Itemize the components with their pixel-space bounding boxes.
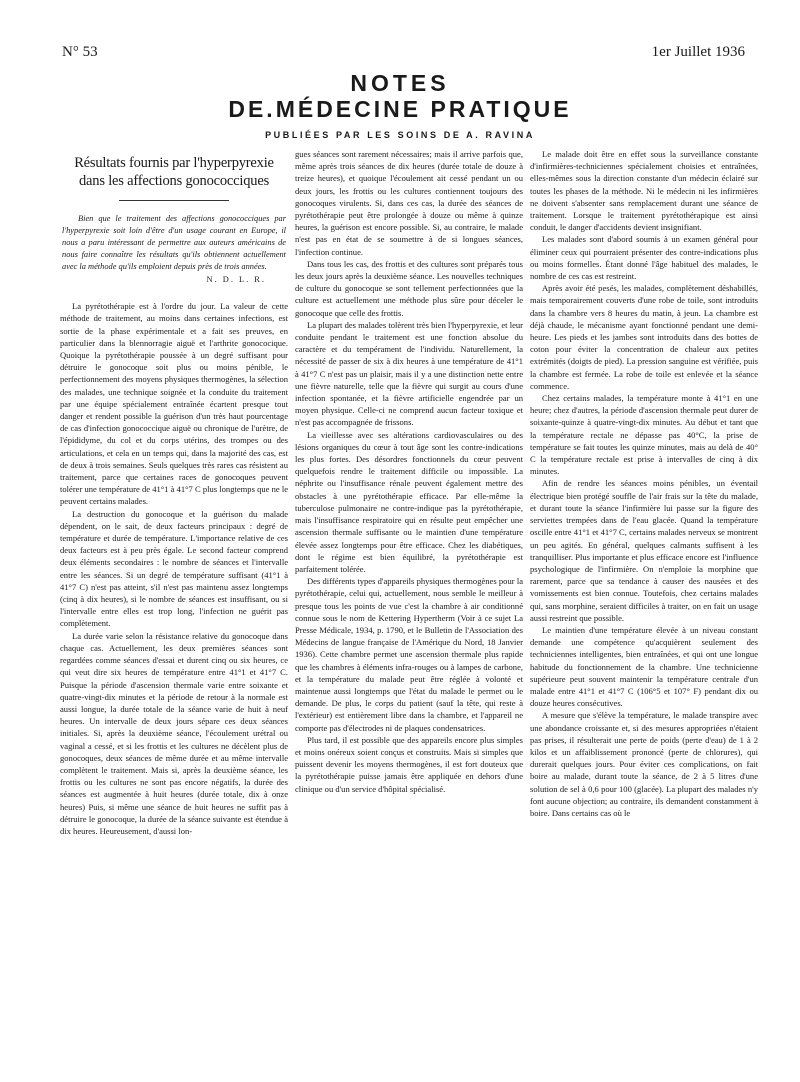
title-rule [119, 200, 229, 201]
paragraph: Les malades sont d'abord soumis à un examen général pour éliminer ceux qui pourraient présenter des contre-indications plus ou moins formelles. Étant donné l'âge habituel des malades, le nombre de ces cas est restreint. [530, 234, 758, 282]
issue-number: N° 53 [62, 44, 98, 60]
paragraph: La pyrétothérapie est à l'ordre du jour. La valeur de cette méthode de traitement, au moins dans certaines infections, est sortie de la phase expérimentale et a fait ses preuves, en particulier dans la blennorragie aiguë et l'arthrite gonococique. Quoique la pyrétothérapie poussée à un degré suffisant pour détruire le gonocoque soit plus ou moins pénible, le perfectionnement des moyens physiques thermogènes, la sélection des malades, une technique soignée et la conduite du traitement par une équipe spécialement entraînée écartent presque tout danger et rendent possible la guérison d'un très haut pourcentage de cas d'infection gonococcique aiguë ou chronique de l'urètre, de l'épididyme, du col et du corps utérins, des trompes ou des articulations, et cela en un temps qui, dans la majorité des cas, est de deux à trois semaines. Seuls quelques très rares cas résistent au traitement, parce que certaines races de gonocoques peuvent tolérer une température de 41°1 à 41°7 C plus longtemps que ne le peuvent certains malades. [60, 301, 288, 507]
paragraph: Le malade doit être en effet sous la surveillance constante d'infirmières-techniciennes spécialement choisies et entraînées, elles-mêmes sous la direction constante d'un médecin éclairé sur toutes les phases de la méthode. Ni le médecin ni les infirmières ne doivent s'absenter sans remplacement durant une séance de traitement. Lorsque le traitement pyrétothérapique est ainsi conduit, le danger d'accidents devient insignifiant. [530, 149, 758, 233]
column-2 [295, 148, 523, 1073]
column-3 [530, 148, 758, 1073]
masthead [0, 70, 800, 140]
paragraph: A mesure que s'élève la température, le malade transpire avec une abondance croissante et, si des mesures appropriées n'étaient pas prises, il résulterait une perte de poids (perte d'eau) de 1 à 2 kilos et un affaiblissement prononcé (perte de chlorures), qui durerait quelques jours. Pour éviter ces complications, on fait boire au malade, durant toute la séance, de 2 à 5 litres d'une solution de sel à 0,6 pour 100 (glacée). La plupart des malades n'y font aucune objection; au contraire, ils demandent constamment à boire. Dans certains cas où le [530, 710, 758, 818]
paragraph: Des différents types d'appareils physiques thermogènes pour la pyrétothérapie, celui qui, actuellement, nous semble le meilleur à presque tous les points de vue c'est la chambre à air conditionné connue sous le nom de Kettering Hypertherm (Voir à ce sujet La Presse Médicale, 1934, p. 1790, et le Bulletin de l'Association des Médecins de langue française de l'Amérique du Nord, 18 Janvier 1936). Cette chambre permet une ascension thermale plus rapide que les chambres à éléments infra-rouges ou à lampes de carbone, et la température du malade peut être réglée à volonté et maintenue aussi longtemps que l'état du malade le permet ou le demande. De plus, le corps du patient (sauf la tête, qui reste à l'extérieur) est entièrement libre dans la chambre, et l'appareil ne comporte pas d'électrodes ni de plaques condensatrices. [295, 576, 523, 733]
paragraph: gues séances sont rarement nécessaires; mais il arrive parfois que, même après trois séances de dix heures (durée totale de douze à treize heures), et quoique l'écoulement ait cessé pendant un ou deux jours, les frottis ou les cultures contiennent toujours des gonocoques virulents. Si, dans ces cas, la durée des séances de pyrétothérapie peut être prolongée à douze ou même à quinze heures, la guérison est encore possible. Si, au contraire, le malade n'est pas en état de se soumettre à de si longues séances, l'infection continue. [295, 149, 523, 257]
journal-title-line2: DE.MÉDECINE PRATIQUE [228, 96, 572, 122]
article-title-line1: Résultats fournis par l'hyperpyrexie [74, 155, 274, 171]
paragraph: Afin de rendre les séances moins pénibles, un éventail électrique bien protégé souffle de l'air frais sur la tête du malade, et durant toute la séance l'infirmière lui passe sur la figure des serviettes trempées dans de l'eau glacée. Quand la température oscille entre 41°1 et 41°7 C, certains malades nerveux se montrent un peu agités. En général, quelques calmants suffisent à les tranquilliser. Plus importante et plus efficace encore est l'influence psychologique de l'infirmière. On n'emploie la morphine que rarement, parce que sa tendance à causer des nausées et des vomissements est bien connue. Toutefois, chez certains malades qui, sans morphine, seraient difficiles à traiter, on en fait un usage aussi restreint que possible. [530, 478, 758, 623]
journal-title-line1: NOTES [350, 70, 450, 96]
article-title-line2: dans les affections gonococciques [78, 173, 270, 189]
paragraph: Plus tard, il est possible que des appareils encore plus simples et moins onéreux soient conçus et construits. Mais si simples que puissent devenir les moyens thermogènes, il est fort douteux que la pyrétothérapie puisse jamais être appliquée en dehors d'une clinique ou d'un service d'hôpital spécialisé. [295, 734, 523, 794]
paragraph: La destruction du gonocoque et la guérison du malade dépendent, on le sait, de deux facteurs principaux : degré de température et durée de température. L'importance relative de ces deux facteurs est à peu près égale. Le second facteur comprend deux éléments secondaires : le nombre de séances et l'intervalle entre les séances. Si un degré de température suffisant (41°1 à 41°7 C) n'est pas atteint, s'il n'est pas maintenu assez longtemps (cinq à dix heures), si le nombre de séances est insuffisant, ou si l'intervalle entre elles est trop long, l'infection ne guérit pas complètement. [60, 508, 288, 629]
column-1 [60, 148, 288, 1073]
paragraph: La plupart des malades tolèrent très bien l'hyperpyrexie, et leur conduite pendant le traitement est une fonction absolue du caractère et du tempérament de l'individu. Naturellement, la nécessité de passer de six à dix heures à une température de 41°1 à 41°7 C n'est pas un plaisir, mais il y a une distinction nette entre une fièvre naturelle, telle que la fièvre qui surgit au cours d'une infection spontanée, et la fièvre artificielle engendrée par un moyen physique. Celle-ci ne comprend aucun facteur toxique et n'est pas accompagnée de frissons. [295, 319, 523, 428]
issue-date: 1er Juillet 1936 [651, 44, 745, 60]
paragraph: La vieillesse avec ses altérations cardiovasculaires ou des lésions organiques du cœur à tout âge sont les contre-indications les plus fortes. Des désordres fonctionnels du cœur peuvent quelquefois rendre le traitement difficile ou impossible. La néphrite ou l'insuffisance rénale peuvent également mettre des obstacles à une pyrétothérapie efficace. Par elle-même la tuberculose pulmonaire ne contre-indique pas la pyrétothérapie, mais l'insuffisance respiratoire qui en résulte peut empêcher une ascension thermale suffisante ou le maintien d'une température élevée assez longtemps pour être efficace. Chez les diabétiques, dont le régime est bien équilibré, la pyrétothérapie est parfaitement tolérée. [295, 429, 523, 574]
editor-note: Bien que le traitement des affections gonococciques par l'hyperpyrexie soit loin d'être d'un usage courant en Europe, il nous a paru intéressant de permettre aux auteurs américains de nous faire connaître les résultats qu'ils obtiennent actuellement avec la méthode qu'ils emploient depuis près de trois années. [62, 214, 286, 271]
paragraph: Après avoir été pesés, les malades, complètement déshabillés, mais temporairement couverts d'une robe de toile, sont introduits dans la chambre vers 8 heures du matin, à jeun. La chambre est déjà chaude, le mécanisme ayant fonctionné pendant une demi-heure. Les pieds et les jambes sont introduits dans des bottes de coton pour éviter la concentration de chaleur aux petites extrémités (doigts de pied). La pression sanguine est vérifiée, puis la chambre est fermée. La robe de toile est enlevée et la séance commence. [530, 283, 758, 391]
article-columns [60, 148, 758, 1073]
journal-editor-line: PUBLIÉES PAR LES SOINS DE A. RAVINA [265, 130, 535, 140]
paragraph: La durée varie selon la résistance relative du gonocoque dans chaque cas. Actuellement, les deux premières séances sont regardées comme séances d'essai et durent cinq ou six heures, ce qui veut dire six heures de température entre 41°1 et 41°7 C. Puisque la période d'ascension thermale varie entre soixante et quatre-vingt-dix minutes et la période de retour à la normale est aussi longue, la durée totale de la séance varie de huit à neuf heures. Un intervalle de deux jours sépare ces deux séances initiales. Si, après la deuxième séance, l'écoulement urétral ou vaginal a cessé, et si les frottis et les cultures ne décèlent plus de gonocoques, deux séances de même durée et au même intervalle complètent le traitement. Mais si, après la deuxième séance, les frottis ou les cultures ne sont pas encore négatifs, la durée des séances est augmentée à huit heures (durée totale, dix à onze heures) Puis, si même une séance de huit heures ne suffit pas à détruire le gonocoque, la durée de la séance suivante est étendue à dix heures. Heureusement, d'aussi lon- [60, 630, 288, 836]
paragraph: Chez certains malades, la température monte à 41°1 en une heure; chez d'autres, la période d'ascension thermale peut durer de soixante-quinze à quatre-vingt-dix minutes. Au début et tant que la température rectale ne dépasse pas 40°C, la prise de température se fait toutes les quinze minutes, mais au delà de 40° C la température rectale est prise à intervalles de cinq à dix minutes. [530, 393, 758, 477]
article-title [60, 154, 288, 190]
paragraph: Le maintien d'une température élevée à un niveau constant demande une compétence qu'acquièrent seulement des techniciennes intelligentes, bien entraînées, et qui ont une longue habitude du fonctionnement de la chambre. Une technicienne supérieure peut souvent maintenir la température centrale d'un malade entre 41°1 et 41°7 C (106°5 et 107° F) pendant dix ou douze heures consécutives. [530, 624, 758, 709]
page-header [62, 44, 745, 66]
paragraph: Dans tous les cas, des frottis et des cultures sont préparés tous les deux jours après la deuxième séance. Les nouvelles techniques de culture du gonocoque se sont tellement perfectionnées que la culture est actuellement une méthode plus sûre pour déceler le gonocoque que celle des frottis. [295, 258, 523, 318]
editor-initials: N. D. L. R. [206, 275, 266, 284]
